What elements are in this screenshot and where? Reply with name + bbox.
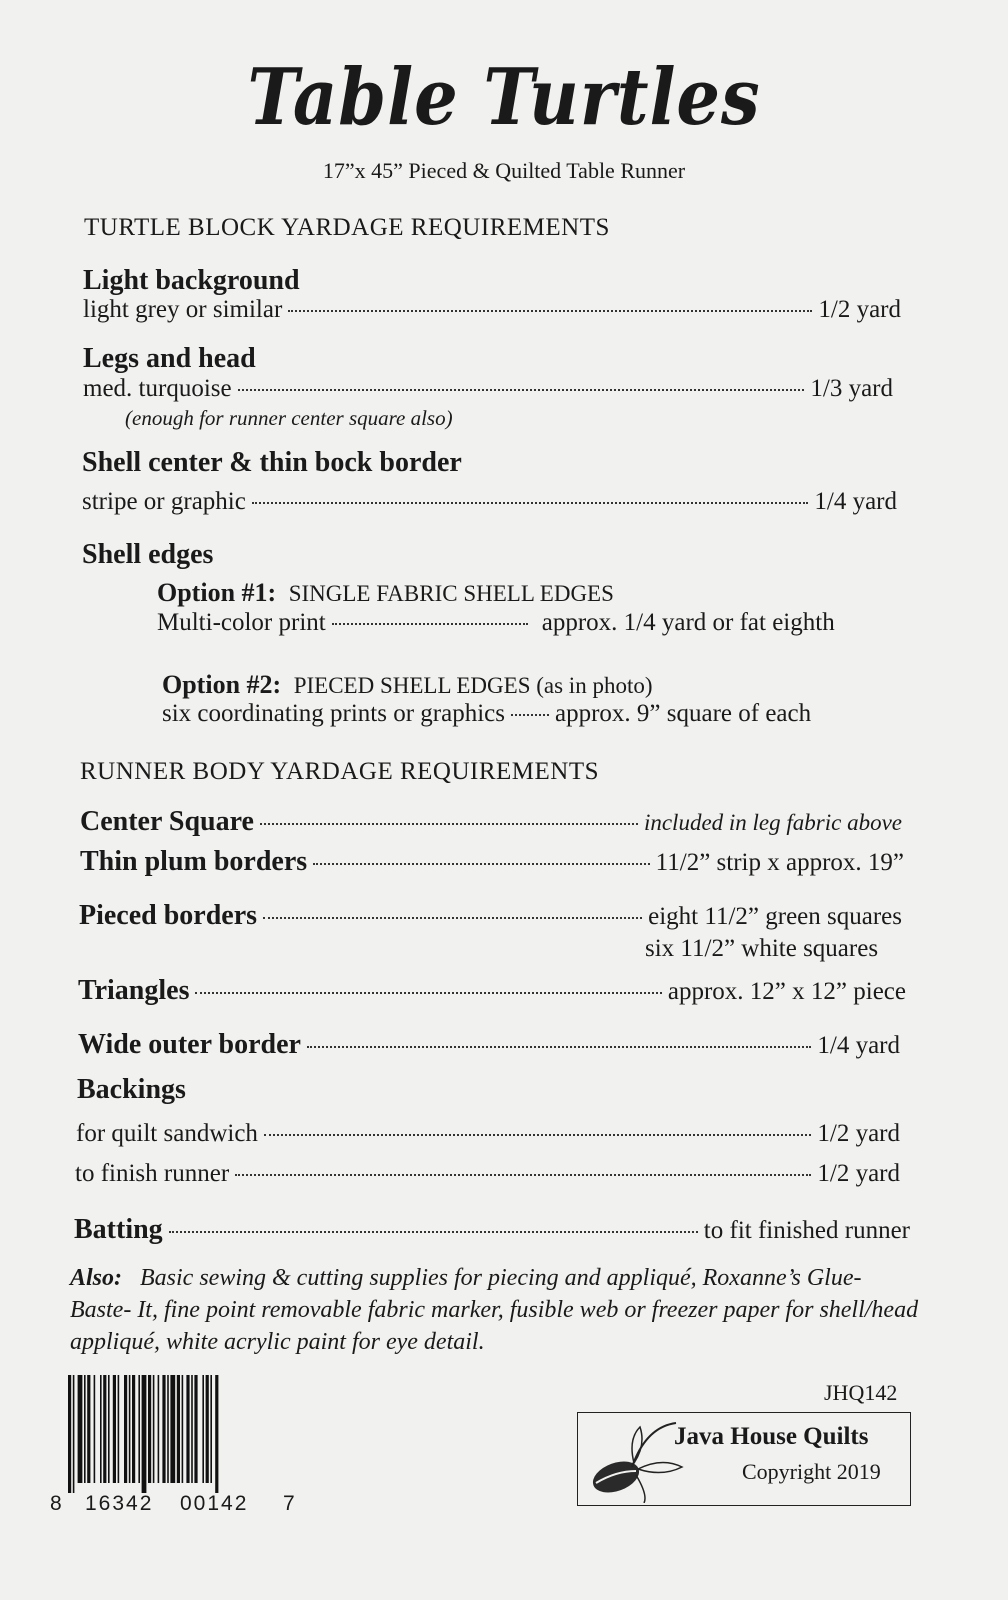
backing-sandwich-value: 1/2 yard — [817, 1120, 900, 1147]
barcode-bar — [129, 1375, 131, 1483]
option2-text: PIECED SHELL EDGES (as in photo) — [293, 673, 653, 698]
also-label: Also: — [70, 1265, 123, 1291]
pieced-borders-value: eight 11/2” green squares — [648, 903, 902, 930]
backing-sandwich-label: for quilt sandwich — [76, 1120, 258, 1147]
page-subtitle: 17”x 45” Pieced & Quilted Table Runner — [322, 158, 686, 183]
option2-label: Option #2: — [162, 670, 282, 699]
wide-outer-value: 1/4 yard — [817, 1032, 900, 1059]
center-square-value: included in leg fabric above — [643, 810, 902, 835]
barcode-bar — [170, 1375, 175, 1483]
barcode-bar — [78, 1375, 83, 1483]
barcode-bar — [202, 1375, 204, 1483]
leader-dots — [332, 623, 528, 625]
legs-head-row — [83, 375, 893, 403]
barcode-bar — [177, 1375, 180, 1483]
barcode-bar — [118, 1375, 120, 1483]
leader-dots — [235, 1174, 811, 1176]
shell-center-row — [82, 488, 897, 516]
leader-dots — [313, 863, 650, 865]
barcode-digit-first: 8 — [50, 1492, 62, 1515]
option2-row — [162, 700, 899, 728]
shell-center-value: 1/4 yard — [814, 488, 897, 515]
barcode-bar — [158, 1375, 160, 1483]
barcode-bar — [108, 1375, 110, 1483]
leader-dots — [252, 502, 809, 504]
light-background-heading: Light background — [83, 265, 300, 296]
leader-dots — [263, 917, 642, 919]
light-background-row — [83, 296, 901, 324]
batting-value: to fit finished runner — [703, 1217, 910, 1244]
barcode-bar — [113, 1375, 116, 1483]
wide-outer-label: Wide outer border — [78, 1029, 301, 1060]
legs-head-note: (enough for runner center square also) — [125, 406, 453, 430]
barcode-bar — [68, 1375, 71, 1493]
backings-heading: Backings — [77, 1074, 186, 1105]
barcode-bar — [84, 1375, 86, 1483]
option2-value: approx. 9” square of each — [555, 700, 812, 727]
center-square-row — [80, 806, 902, 838]
shell-center-label: stripe or graphic — [82, 488, 246, 515]
barcode-bar — [153, 1375, 155, 1483]
leader-dots — [260, 823, 638, 825]
option2-item: six coordinating prints or graphics — [162, 700, 505, 727]
shell-edges-heading: Shell edges — [82, 539, 214, 570]
shell-center-heading: Shell center & thin bock border — [82, 447, 462, 478]
leader-dots — [169, 1231, 698, 1233]
barcode-bar — [124, 1375, 127, 1483]
backing-finish-row — [75, 1160, 900, 1188]
brand-copyright: Copyright 2019 — [742, 1459, 881, 1484]
barcode-digits-left: 16342 — [85, 1492, 154, 1515]
barcode-bar — [186, 1375, 189, 1483]
option1-label: Option #1: — [157, 578, 277, 607]
leader-dots — [511, 714, 549, 716]
turtle-section-heading: TURTLE BLOCK YARDAGE REQUIREMENTS — [84, 214, 610, 241]
legs-head-heading: Legs and head — [83, 343, 256, 374]
wide-outer-row — [78, 1029, 900, 1061]
barcode-bar — [94, 1375, 96, 1483]
batting-row — [74, 1214, 910, 1246]
triangles-label: Triangles — [78, 975, 190, 1006]
batting-label: Batting — [74, 1214, 163, 1245]
runner-section-heading: RUNNER BODY YARDAGE REQUIREMENTS — [80, 758, 600, 785]
barcode-bar — [142, 1375, 147, 1493]
barcode-bar — [191, 1375, 193, 1483]
leader-dots — [238, 389, 805, 391]
option1-row — [157, 609, 899, 637]
barcode-bar — [206, 1375, 209, 1483]
light-background-label: light grey or similar — [83, 296, 283, 323]
legs-head-label: med. turquoise — [83, 375, 232, 402]
barcode-digits-right: 00142 — [180, 1492, 249, 1515]
option1-item: Multi-color print — [157, 609, 326, 636]
barcode-bar — [138, 1375, 140, 1483]
product-sku: JHQ142 — [824, 1380, 898, 1405]
brand-name: Java House Quilts — [674, 1423, 869, 1450]
thin-plum-row — [80, 846, 904, 878]
leader-dots — [264, 1134, 811, 1136]
leader-dots — [195, 992, 661, 994]
triangles-row — [78, 975, 906, 1007]
pieced-borders-label: Pieced borders — [79, 900, 258, 931]
page-title: Table Turtles — [247, 52, 761, 143]
barcode-bar — [167, 1375, 169, 1483]
thin-plum-label: Thin plum borders — [80, 846, 308, 877]
light-background-value: 1/2 yard — [818, 296, 901, 323]
brand-logo-box — [577, 1412, 911, 1506]
barcode-image — [66, 1375, 280, 1493]
barcode-bar — [215, 1375, 218, 1493]
additional-supplies — [70, 1262, 920, 1358]
barcode-bar — [132, 1375, 135, 1483]
option1-line — [157, 578, 614, 608]
barcode-bar — [103, 1375, 106, 1483]
barcode-bar — [182, 1375, 184, 1483]
pieced-borders-value2: six 11/2” white squares — [645, 935, 879, 962]
option2-line — [162, 670, 653, 700]
backing-sandwich-row — [76, 1120, 900, 1148]
barcode-bar — [148, 1375, 151, 1483]
barcode-bar — [100, 1375, 102, 1483]
pieced-borders-row — [79, 900, 902, 932]
legs-head-value: 1/3 yard — [810, 375, 893, 402]
thin-plum-value: 11/2” strip x approx. 19” — [655, 849, 904, 876]
backing-finish-value: 1/2 yard — [817, 1160, 900, 1187]
option1-text: SINGLE FABRIC SHELL EDGES — [288, 581, 614, 606]
barcode-bar — [194, 1375, 197, 1483]
leader-dots — [288, 310, 812, 312]
backing-finish-label: to finish runner — [75, 1160, 230, 1187]
leader-dots — [307, 1046, 811, 1048]
barcode-bar — [73, 1375, 75, 1493]
barcode-bar — [162, 1375, 165, 1483]
triangles-value: approx. 12” x 12” piece — [667, 978, 906, 1005]
center-square-label: Center Square — [80, 806, 254, 837]
barcode-bar — [210, 1375, 212, 1483]
barcode-bar — [87, 1375, 90, 1483]
barcode-digit-last: 7 — [283, 1492, 295, 1515]
also-text: Basic sewing & cutting supplies for piecing and appliqué, Roxanne’s Glue- Baste- It, fine point removable fabric marker, fusible web or freezer paper for shell/head appliqué, white acrylic paint for eye detail. — [70, 1265, 919, 1355]
option1-value: approx. 1/4 yard or fat eighth — [541, 609, 835, 636]
